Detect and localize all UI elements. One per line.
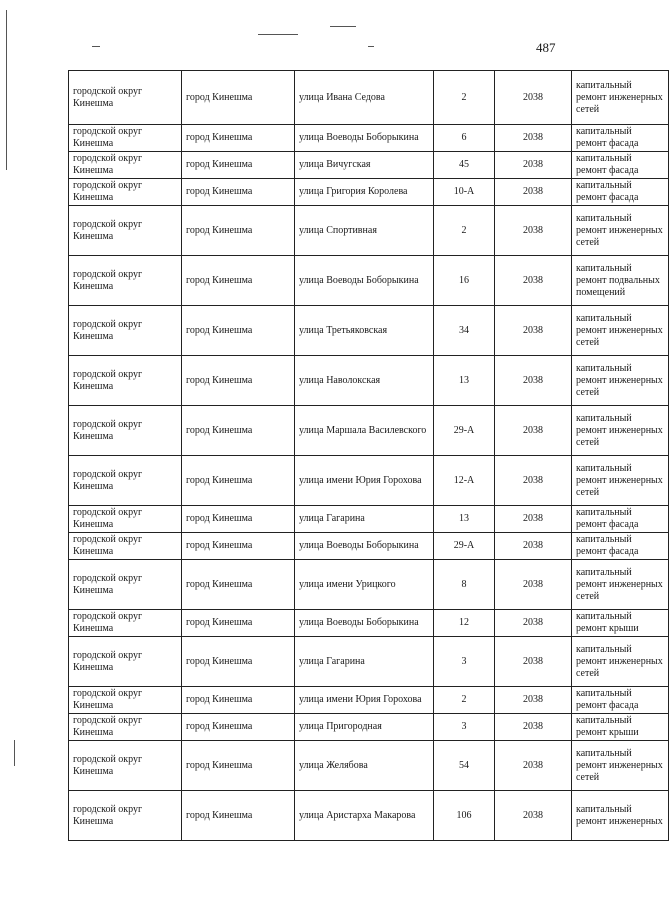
year-cell: 2038 — [495, 125, 572, 152]
table-row — [69, 560, 669, 610]
district-cell: городской округ Кинешма — [69, 533, 182, 560]
year-cell: 2038 — [495, 256, 572, 306]
house-cell: 12 — [434, 610, 495, 637]
work-type-cell: капитальный ремонт фасада — [572, 533, 669, 560]
work-type-cell: капитальный ремонт крыши — [572, 714, 669, 741]
house-cell: 3 — [434, 637, 495, 687]
district-cell: городской округ Кинешма — [69, 637, 182, 687]
year-cell: 2038 — [495, 637, 572, 687]
work-type-cell: капитальный ремонт инженерных сетей — [572, 637, 669, 687]
district-cell: городской округ Кинешма — [69, 714, 182, 741]
work-type-cell: капитальный ремонт фасада — [572, 152, 669, 179]
street-cell: улица Воеводы Боборыкина — [295, 610, 434, 637]
house-cell: 2 — [434, 687, 495, 714]
district-cell: городской округ Кинешма — [69, 179, 182, 206]
street-cell: улица Гагарина — [295, 637, 434, 687]
city-cell: город Кинешма — [182, 179, 295, 206]
table-row — [69, 125, 669, 152]
district-cell: городской округ Кинешма — [69, 125, 182, 152]
city-cell: город Кинешма — [182, 533, 295, 560]
work-type-cell: капитальный ремонт фасада — [572, 687, 669, 714]
scan-top-mark — [258, 34, 298, 35]
street-cell: улица Наволокская — [295, 356, 434, 406]
work-type-cell: капитальный ремонт инженерных сетей — [572, 741, 669, 791]
table-row — [69, 637, 669, 687]
street-cell: улица Ивана Седова — [295, 71, 434, 125]
street-cell: улица имени Урицкого — [295, 560, 434, 610]
city-cell: город Кинешма — [182, 714, 295, 741]
work-type-cell: капитальный ремонт инженерных сетей — [572, 456, 669, 506]
table-row — [69, 179, 669, 206]
table-row — [69, 533, 669, 560]
city-cell: город Кинешма — [182, 356, 295, 406]
street-cell: улица Спортивная — [295, 206, 434, 256]
table-row — [69, 687, 669, 714]
house-cell: 3 — [434, 714, 495, 741]
scan-margin-mark — [6, 10, 7, 170]
city-cell: город Кинешма — [182, 741, 295, 791]
year-cell: 2038 — [495, 741, 572, 791]
year-cell: 2038 — [495, 406, 572, 456]
district-cell: городской округ Кинешма — [69, 71, 182, 125]
work-type-cell: капитальный ремонт инженерных сетей — [572, 406, 669, 456]
street-cell: улица Желябова — [295, 741, 434, 791]
house-cell: 45 — [434, 152, 495, 179]
street-cell: улица Гагарина — [295, 506, 434, 533]
street-cell: улица Вичугская — [295, 152, 434, 179]
city-cell: город Кинешма — [182, 306, 295, 356]
page-number: 487 — [536, 40, 556, 55]
year-cell: 2038 — [495, 687, 572, 714]
table-row — [69, 406, 669, 456]
year-cell: 2038 — [495, 71, 572, 125]
work-type-cell: капитальный ремонт фасада — [572, 506, 669, 533]
year-cell: 2038 — [495, 152, 572, 179]
street-cell: улица Воеводы Боборыкина — [295, 256, 434, 306]
table-row — [69, 456, 669, 506]
table-row — [69, 610, 669, 637]
house-cell: 106 — [434, 791, 495, 841]
house-cell: 54 — [434, 741, 495, 791]
work-type-cell: капитальный ремонт фасада — [572, 179, 669, 206]
street-cell: улица Аристарха Макарова — [295, 791, 434, 841]
city-cell: город Кинешма — [182, 560, 295, 610]
district-cell: городской округ Кинешма — [69, 256, 182, 306]
house-cell: 6 — [434, 125, 495, 152]
house-cell: 13 — [434, 506, 495, 533]
district-cell: городской округ Кинешма — [69, 506, 182, 533]
year-cell: 2038 — [495, 560, 572, 610]
city-cell: город Кинешма — [182, 791, 295, 841]
table-row — [69, 506, 669, 533]
city-cell: город Кинешма — [182, 637, 295, 687]
year-cell: 2038 — [495, 791, 572, 841]
table-row — [69, 791, 669, 841]
scan-top-mark — [368, 46, 374, 47]
district-cell: городской округ Кинешма — [69, 687, 182, 714]
city-cell: город Кинешма — [182, 125, 295, 152]
scan-margin-mark — [14, 740, 15, 766]
house-cell: 13 — [434, 356, 495, 406]
table-row — [69, 152, 669, 179]
district-cell: городской округ Кинешма — [69, 356, 182, 406]
year-cell: 2038 — [495, 356, 572, 406]
street-cell: улица Маршала Василевского — [295, 406, 434, 456]
district-cell: городской округ Кинешма — [69, 406, 182, 456]
table-row — [69, 741, 669, 791]
city-cell: город Кинешма — [182, 406, 295, 456]
house-cell: 10-А — [434, 179, 495, 206]
housing-repair-table — [68, 70, 669, 841]
work-type-cell: капитальный ремонт инженерных сетей — [572, 71, 669, 125]
district-cell: городской округ Кинешма — [69, 741, 182, 791]
work-type-cell: капитальный ремонт инженерных сетей — [572, 560, 669, 610]
city-cell: город Кинешма — [182, 456, 295, 506]
city-cell: город Кинешма — [182, 71, 295, 125]
year-cell: 2038 — [495, 506, 572, 533]
street-cell: улица Третьяковская — [295, 306, 434, 356]
street-cell: улица Воеводы Боборыкина — [295, 533, 434, 560]
city-cell: город Кинешма — [182, 256, 295, 306]
table-row — [69, 356, 669, 406]
district-cell: городской округ Кинешма — [69, 560, 182, 610]
table-row — [69, 206, 669, 256]
district-cell: городской округ Кинешма — [69, 152, 182, 179]
house-cell: 12-А — [434, 456, 495, 506]
street-cell: улица имени Юрия Горохова — [295, 456, 434, 506]
table-row — [69, 306, 669, 356]
city-cell: город Кинешма — [182, 152, 295, 179]
house-cell: 34 — [434, 306, 495, 356]
street-cell: улица Воеводы Боборыкина — [295, 125, 434, 152]
district-cell: городской округ Кинешма — [69, 610, 182, 637]
year-cell: 2038 — [495, 714, 572, 741]
work-type-cell: капитальный ремонт инженерных — [572, 791, 669, 841]
work-type-cell: капитальный ремонт инженерных сетей — [572, 206, 669, 256]
street-cell: улица Григория Королева — [295, 179, 434, 206]
house-cell: 16 — [434, 256, 495, 306]
work-type-cell: капитальный ремонт инженерных сетей — [572, 306, 669, 356]
city-cell: город Кинешма — [182, 506, 295, 533]
work-type-cell: капитальный ремонт инженерных сетей — [572, 356, 669, 406]
year-cell: 2038 — [495, 456, 572, 506]
scan-top-mark — [330, 26, 356, 27]
city-cell: город Кинешма — [182, 687, 295, 714]
district-cell: городской округ Кинешма — [69, 306, 182, 356]
scan-top-mark — [92, 46, 100, 47]
table-row — [69, 256, 669, 306]
work-type-cell: капитальный ремонт крыши — [572, 610, 669, 637]
year-cell: 2038 — [495, 533, 572, 560]
year-cell: 2038 — [495, 306, 572, 356]
work-type-cell: капитальный ремонт подвальных помещений — [572, 256, 669, 306]
house-cell: 8 — [434, 560, 495, 610]
district-cell: городской округ Кинешма — [69, 791, 182, 841]
street-cell: улица Пригородная — [295, 714, 434, 741]
table-row — [69, 71, 669, 125]
house-cell: 29-А — [434, 406, 495, 456]
city-cell: город Кинешма — [182, 206, 295, 256]
house-cell: 29-А — [434, 533, 495, 560]
year-cell: 2038 — [495, 179, 572, 206]
table-row — [69, 714, 669, 741]
district-cell: городской округ Кинешма — [69, 206, 182, 256]
district-cell: городской округ Кинешма — [69, 456, 182, 506]
house-cell: 2 — [434, 71, 495, 125]
street-cell: улица имени Юрия Горохова — [295, 687, 434, 714]
work-type-cell: капитальный ремонт фасада — [572, 125, 669, 152]
house-cell: 2 — [434, 206, 495, 256]
year-cell: 2038 — [495, 206, 572, 256]
city-cell: город Кинешма — [182, 610, 295, 637]
year-cell: 2038 — [495, 610, 572, 637]
